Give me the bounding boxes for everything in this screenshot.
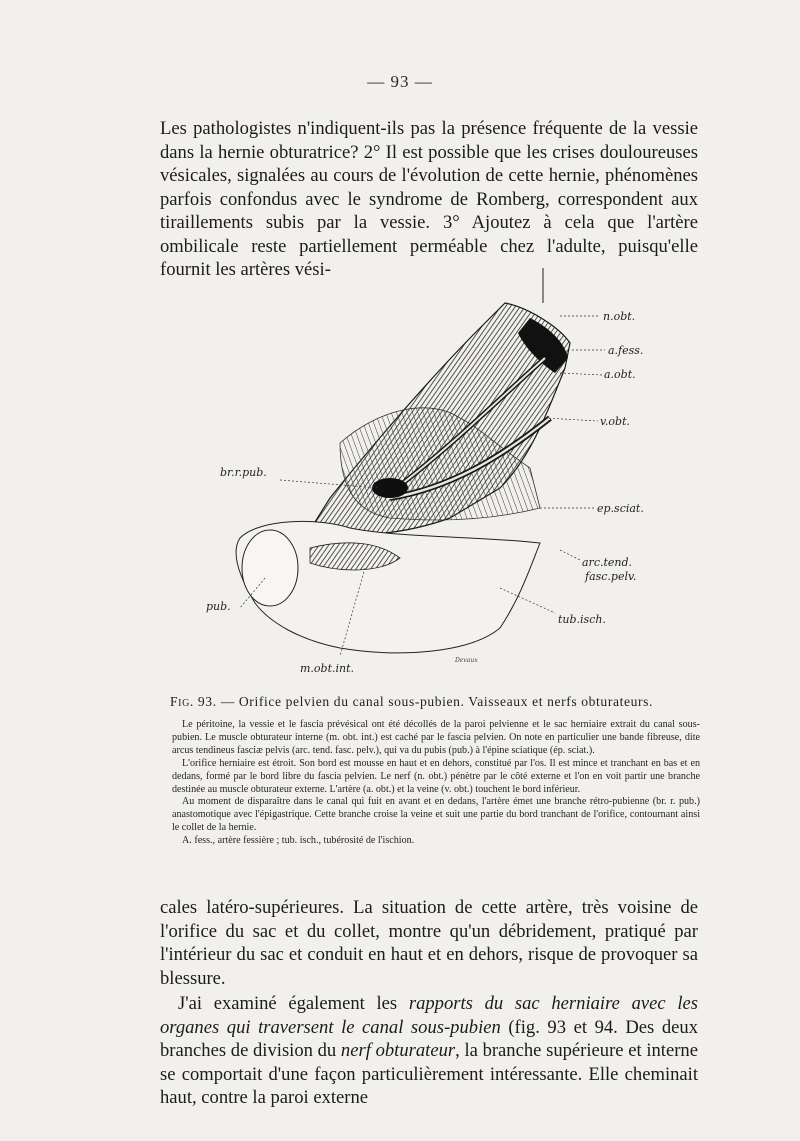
bottom-paragraph-1: cales latéro-supérieures. La situation de cette artère, très voisine de l'orifice du sac et du collet, montre qu'un débridement, pratiqué par l'intérieur du sac et conduit en haut et en dehors, risque de provoquer sa blessure. xyxy=(160,897,698,989)
label-a-obt: a.obt. xyxy=(604,368,636,381)
caption-paragraph: Le péritoine, la vessie et le fascia prévésical ont été décollés de la paroi pelvienne et le sac herniaire extrait du canal sous-pubien. Le muscle obturateur interne (m. obt. int.) est caché par le fascia pelvien. On note en particulier une bande fibreuse, dite arcus tendineus fasciæ pelvis (arc. tend. fasc. pelv.), qui va du pubis (pub.) à l'épine sciatique (ép. sciat.). xyxy=(172,719,700,756)
text-run: , la branche supérieure et interne se comportait d'une façon particulièrement intéressante. Elle cheminait haut, contre la paroi externe xyxy=(160,1040,698,1108)
label-arc-tend: arc.tend. xyxy=(582,556,633,569)
label-pub: pub. xyxy=(206,600,231,613)
label-tub-isch: tub.isch. xyxy=(558,613,606,626)
page-number: — 93 — xyxy=(367,72,433,91)
top-paragraph xyxy=(160,117,698,282)
figure-caption-title xyxy=(170,694,710,710)
anatomical-figure xyxy=(200,268,670,688)
caption-abbreviations: A. fess., artère fessière ; tub. isch., tubérosité de l'ischion. xyxy=(182,835,415,847)
pubis-section xyxy=(242,530,298,606)
figure-caption-body xyxy=(172,719,700,848)
illustrator-signature: Devaux xyxy=(455,657,478,664)
caption-paragraph: Au moment de disparaître dans le canal qui fuit en avant et en dedans, l'artère émet une branche rétro-pubienne (br. r. pub.) anastomotique avec l'épigastrique. Cette branche croise la veine et suit une partie du bord tranchant de l'orifice, contournant ainsi le collet de la hernie. xyxy=(172,796,700,834)
top-paragraph-text: Les pathologistes n'indiquent-ils pas la présence fréquente de la vessie dans la hernie obturatrice? 2° Il est possible que les crises douloureuses vésicales, signalées au cours de l'évolution de cette hernie, phénomènes parfois confondus avec le syndrome de Romberg, correspondent aux tiraillements subis par la vessie. 3° Ajoutez à cela que l'artère ombilicale reste partiellement perméable chez l'adulte, puisqu'elle fournit les artères vési- xyxy=(160,118,698,280)
label-a-fess: a.fess. xyxy=(608,344,644,357)
italic-run: nerf obturateur xyxy=(340,1040,456,1061)
label-n-obt: n.obt. xyxy=(603,310,636,323)
figure-illustration xyxy=(200,268,670,688)
label-m-obt-int: m.obt.int. xyxy=(300,662,355,675)
label-v-obt: v.obt. xyxy=(600,415,630,428)
label-ep-sciat: ep.sciat. xyxy=(597,502,644,515)
figure-title: — Orifice pelvien du canal sous-pubien. Vaisseaux et nerfs obturateurs. xyxy=(216,694,653,709)
figure-number: Fig. 93. xyxy=(170,694,217,709)
bottom-paragraph-2 xyxy=(160,992,698,1110)
label-fasc-pelv: fasc.pelv. xyxy=(585,570,637,583)
bottom-text xyxy=(160,896,698,1110)
text-run: (fig. 93 et 94. Des deux branches de division du xyxy=(160,1016,698,1061)
italic-run: rapports du sac herniaire avec les organes qui traversent le canal sous-pubien xyxy=(160,993,698,1038)
caption-paragraph: L'orifice herniaire est étroit. Son bord est mousse en haut et en dehors, constitué par l'os. Il est mince et tranchant en bas et en dedans, formé par le bord libre du fascia pelvien. Le nerf (n. obt.) pénètre par le côté externe et l'on en voit partir une branche destinée au muscle obturateur externe. L'artère (a. obt.) et la veine (v. obt.) touchent le bord inférieur. xyxy=(172,757,700,795)
label-br-r-pub: br.r.pub. xyxy=(220,466,267,479)
text-run: J'ai examiné également les xyxy=(178,993,409,1014)
